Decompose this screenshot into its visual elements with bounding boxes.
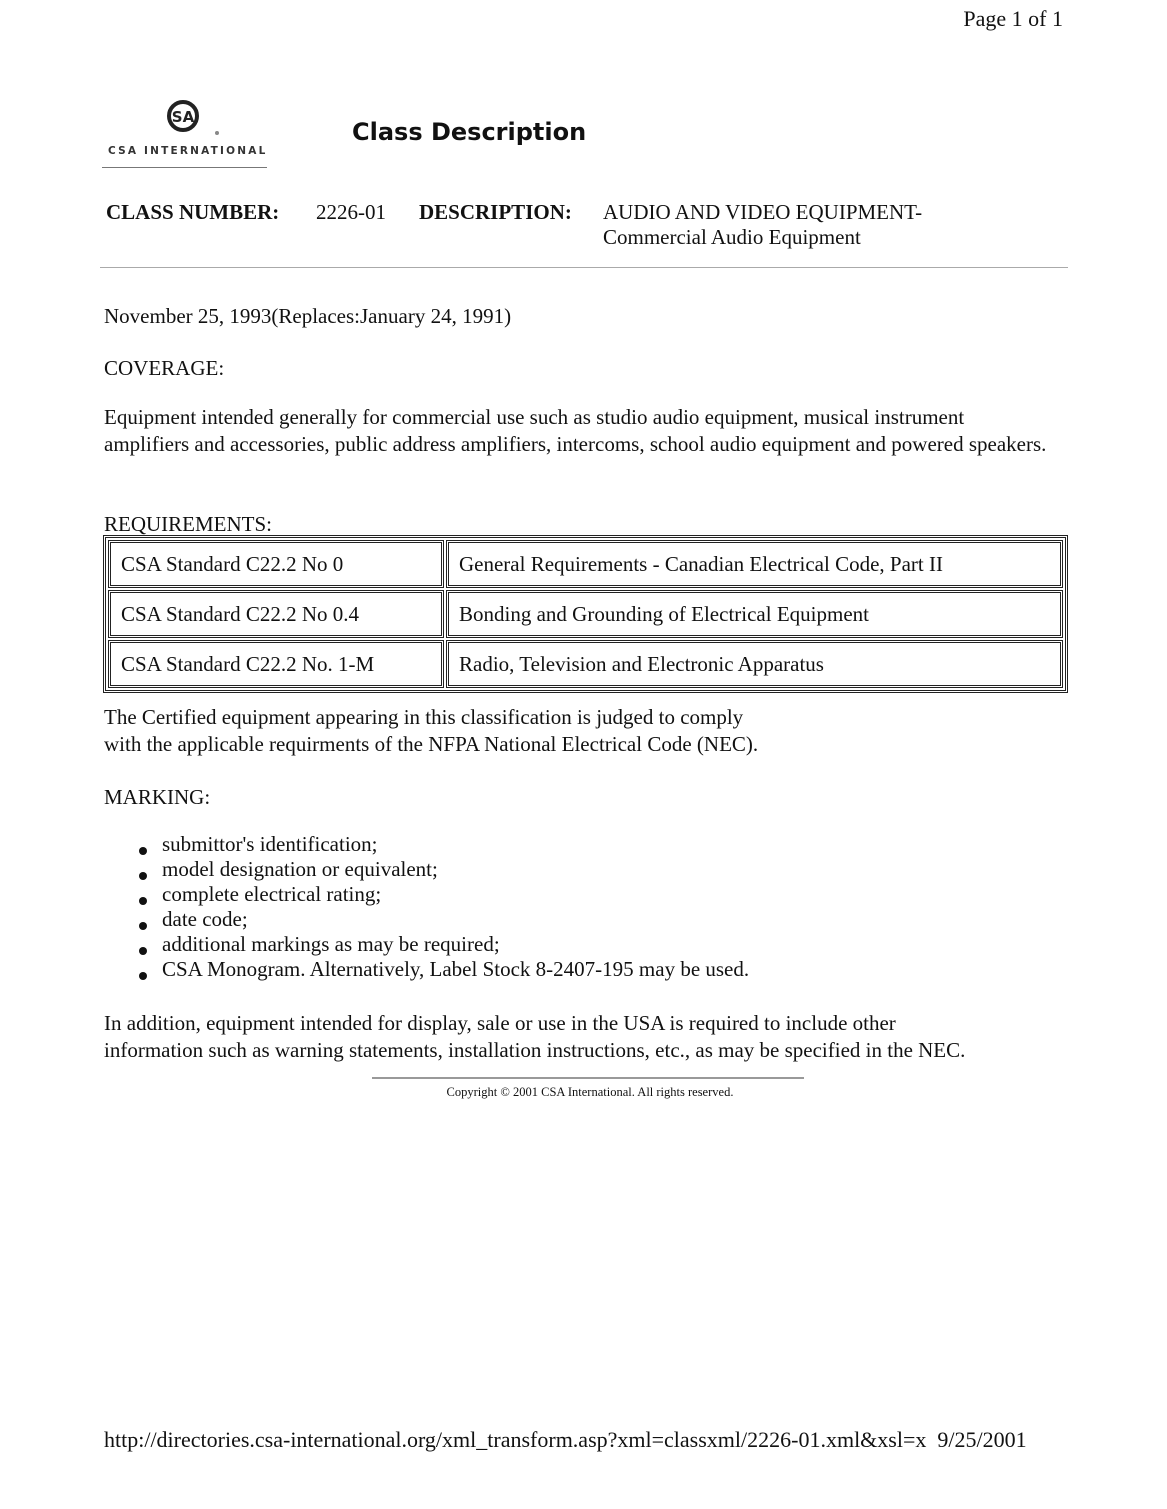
list-item: submittor's identification;: [136, 832, 749, 857]
page-number: Page 1 of 1: [963, 6, 1063, 31]
logo-text: CSA INTERNATIONAL: [108, 145, 268, 157]
copyright-divider: [372, 1077, 804, 1079]
table-row: [108, 540, 1063, 588]
footer-url[interactable]: http://directories.csa-international.org/xml_transform.asp?xml=classxml/2226-01.xml&xsl=x: [104, 1427, 927, 1452]
csa-logo: [100, 95, 275, 180]
description-value: [603, 200, 922, 250]
divider: [100, 267, 1068, 268]
list-item: additional markings as may be required;: [136, 932, 749, 957]
standard-cell: CSA Standard C22.2 No. 1-M: [108, 640, 444, 688]
footer: [104, 1427, 1027, 1453]
additional-line: In addition, equipment intended for display, sale or use in the USA is required to include other: [104, 1011, 896, 1035]
title-cell: General Requirements - Canadian Electrical Code, Part II: [446, 540, 1063, 588]
copyright-text: Copyright © 2001 CSA International. All rights reserved.: [446, 1085, 734, 1099]
footer-date: 9/25/2001: [937, 1427, 1027, 1452]
svg-text:SA: SA: [171, 108, 195, 126]
list-item: date code;: [136, 907, 749, 932]
additional-line: information such as warning statements, installation instructions, etc., as may be specified in the NEC.: [104, 1038, 966, 1062]
certification-line: with the applicable requirments of the NFPA National Electrical Code (NEC).: [104, 732, 759, 756]
marking-list: [136, 832, 749, 982]
csa-monogram-icon: [100, 95, 275, 145]
list-item: CSA Monogram. Alternatively, Label Stock 8-2407-195 may be used.: [136, 957, 749, 982]
table-row: [108, 640, 1063, 688]
document-date: November 25, 1993(Replaces:January 24, 1991): [104, 304, 512, 328]
title-cell: Radio, Television and Electronic Apparatus: [446, 640, 1063, 688]
coverage-text: Equipment intended generally for commercial use such as studio audio equipment, musical instrument amplifiers and accessories, public address amplifiers, intercoms, school audio equipment and powered speakers.: [104, 405, 1047, 456]
additional-info: [104, 1010, 1064, 1064]
title-cell: Bonding and Grounding of Electrical Equipment: [446, 590, 1063, 638]
page-title: Class Description: [352, 118, 587, 146]
class-number-label: CLASS NUMBER:: [106, 200, 280, 224]
list-item: complete electrical rating;: [136, 882, 749, 907]
logo-underline: [102, 167, 267, 168]
description-line: Commercial Audio Equipment: [603, 225, 861, 249]
standard-cell: CSA Standard C22.2 No 0: [108, 540, 444, 588]
list-item: model designation or equivalent;: [136, 857, 749, 882]
description-line: AUDIO AND VIDEO EQUIPMENT-: [603, 200, 923, 224]
standard-cell: CSA Standard C22.2 No 0.4: [108, 590, 444, 638]
marking-heading: MARKING:: [104, 785, 211, 809]
coverage-heading: COVERAGE:: [104, 356, 225, 380]
certification-line: The Certified equipment appearing in this classification is judged to comply: [104, 705, 744, 729]
requirements-table: [103, 535, 1068, 693]
table-row: [108, 590, 1063, 638]
certification-statement: [104, 704, 1004, 758]
description-label: DESCRIPTION:: [419, 200, 572, 224]
class-number-value: 2226-01: [316, 200, 386, 224]
requirements-heading: REQUIREMENTS:: [104, 512, 272, 536]
